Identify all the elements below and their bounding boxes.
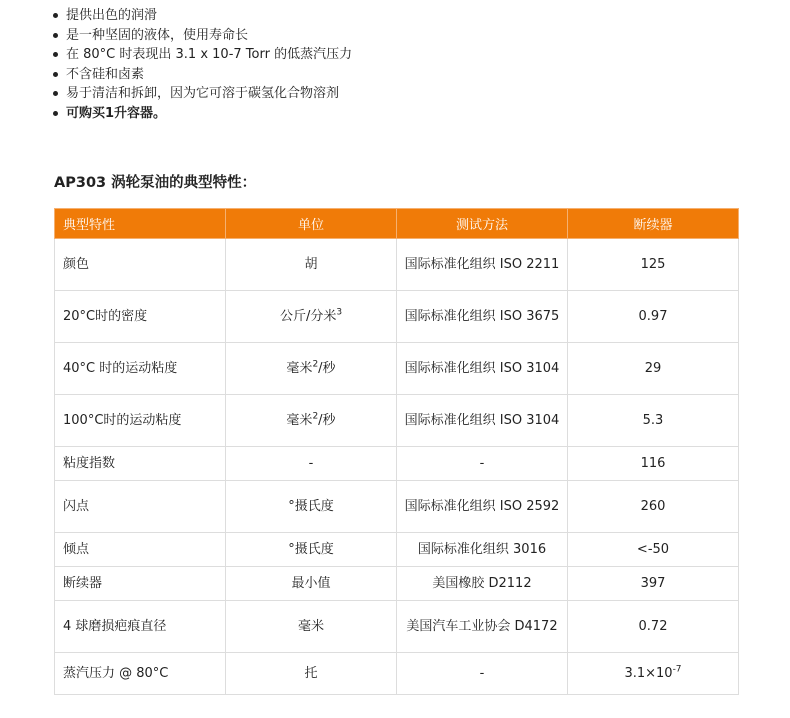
cell-method: 国际标准化组织 ISO 3104: [397, 395, 568, 447]
cell-method: -: [397, 447, 568, 481]
cell-unit: 公斤/分米$^3$: [226, 291, 397, 343]
table-row: [55, 395, 739, 447]
cell-unit: -: [226, 447, 397, 481]
cell-value: <-50: [568, 533, 739, 567]
cell-property: 闪点: [55, 481, 226, 533]
header-value: 断续器: [568, 209, 739, 239]
header-method: 测试方法: [397, 209, 568, 239]
feature-item: 易于清洁和拆卸，因为它可溶于碳氢化合物溶剂: [66, 84, 352, 104]
section-title: AP303 涡轮泵油的典型特性：: [54, 175, 257, 191]
cell-method: 国际标准化组织 ISO 3104: [397, 343, 568, 395]
table-row: [55, 481, 739, 533]
table-row: [55, 533, 739, 567]
cell-property: 倾点: [55, 533, 226, 567]
cell-unit: 最小值: [226, 567, 397, 601]
feature-list: [50, 6, 352, 123]
table-row: [55, 291, 739, 343]
cell-method: 美国橡胶 D2112: [397, 567, 568, 601]
cell-unit: 毫米$^2$/秒: [226, 343, 397, 395]
cell-unit: 毫米: [226, 601, 397, 653]
table-row: [55, 653, 739, 695]
cell-property: 粘度指数: [55, 447, 226, 481]
header-property: 典型特性: [55, 209, 226, 239]
properties-table: [54, 208, 739, 695]
table-row: [55, 239, 739, 291]
cell-value: 5.3: [568, 395, 739, 447]
cell-method: 国际标准化组织 ISO 2211: [397, 239, 568, 291]
table-row: [55, 601, 739, 653]
cell-unit: 托: [226, 653, 397, 695]
feature-item-container-size: 可购买1升容器。: [66, 104, 352, 124]
cell-method: 国际标准化组织 ISO 3675: [397, 291, 568, 343]
cell-method: 国际标准化组织 3016: [397, 533, 568, 567]
cell-property: 40°C 时的运动粘度: [55, 343, 226, 395]
cell-value: 260: [568, 481, 739, 533]
table-row: [55, 447, 739, 481]
cell-unit: °摄氏度: [226, 533, 397, 567]
cell-value: 0.72: [568, 601, 739, 653]
cell-method: 美国汽车工业协会 D4172: [397, 601, 568, 653]
cell-property: 断续器: [55, 567, 226, 601]
cell-method: -: [397, 653, 568, 695]
feature-item: 在 80°C 时表现出 3.1 x 10-7 Torr 的低蒸汽压力: [66, 45, 352, 65]
cell-property: 20°C时的密度: [55, 291, 226, 343]
cell-value: 29: [568, 343, 739, 395]
cell-unit: 毫米$^2$/秒: [226, 395, 397, 447]
cell-value: 116: [568, 447, 739, 481]
table-row: [55, 343, 739, 395]
cell-method: 国际标准化组织 ISO 2592: [397, 481, 568, 533]
feature-item: 提供出色的润滑: [66, 6, 352, 26]
cell-property: 蒸汽压力 @ 80°C: [55, 653, 226, 695]
cell-property: 100°C时的运动粘度: [55, 395, 226, 447]
header-unit: 单位: [226, 209, 397, 239]
cell-property: 4 球磨损疤痕直径: [55, 601, 226, 653]
cell-value: 0.97: [568, 291, 739, 343]
cell-property: 颜色: [55, 239, 226, 291]
cell-value: $3.1\times 10^{-7}$: [568, 653, 739, 695]
cell-value: 125: [568, 239, 739, 291]
table-row: [55, 567, 739, 601]
table-header-row: [55, 209, 739, 239]
feature-item: 不含硅和卤素: [66, 65, 352, 85]
cell-unit: °摄氏度: [226, 481, 397, 533]
cell-unit: 胡: [226, 239, 397, 291]
feature-item: 是一种坚固的液体，使用寿命长: [66, 26, 352, 46]
cell-value: 397: [568, 567, 739, 601]
